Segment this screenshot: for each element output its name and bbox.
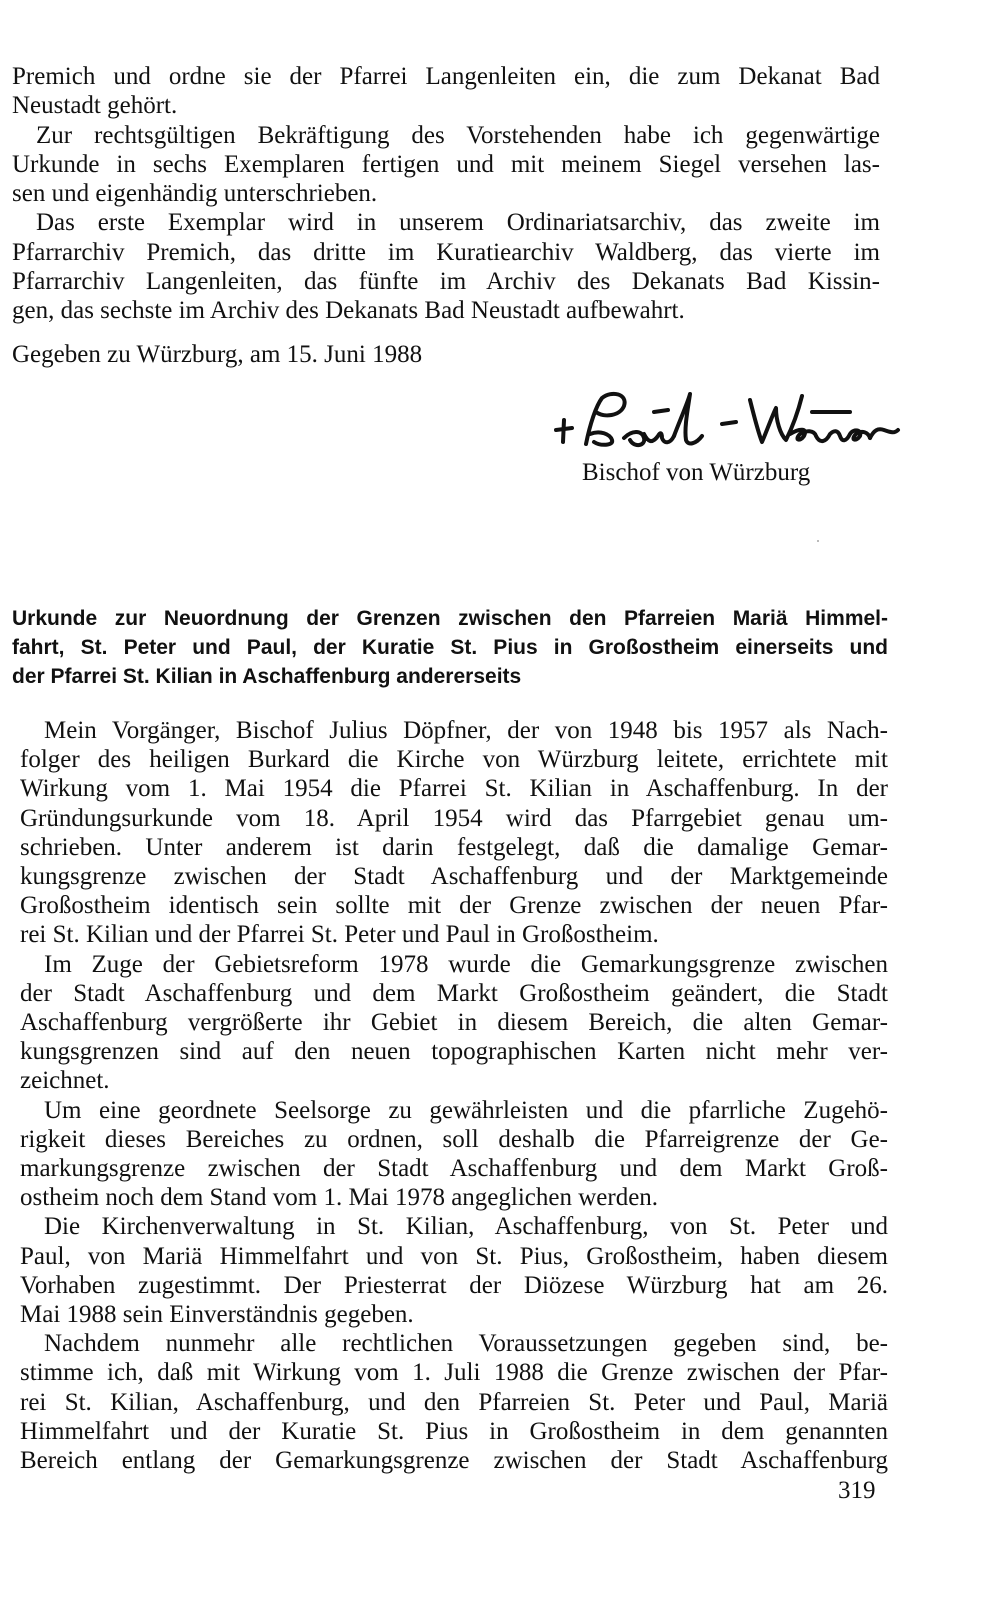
text-line: Im Zuge der Gebietsreform 1978 wurde die Gemarkungsgrenze zwischen xyxy=(44,950,888,978)
text-line: Neustadt gehört. xyxy=(12,92,178,120)
handwritten-signature xyxy=(550,372,910,472)
text-line: Vorhaben zugestimmt. Der Priesterrat der Diözese Würzburg hat am 26. xyxy=(20,1271,888,1299)
text-line: kungsgrenzen sind auf den neuen topographischen Karten nicht mehr ver- xyxy=(20,1038,888,1066)
page-number: 319 xyxy=(838,1477,876,1504)
signatory-title: Bischof von Würzburg xyxy=(582,459,811,486)
text-line: Premich und ordne sie der Pfarrei Langenleiten ein, die zum Dekanat Bad xyxy=(12,63,880,90)
text-line: rei St. Kilian und der Pfarrei St. Peter und Paul in Großostheim. xyxy=(20,921,659,949)
text-line: markungsgrenze zwischen der Stadt Aschaffenburg und dem Markt Groß- xyxy=(20,1155,888,1183)
signature-letter-stroke xyxy=(624,432,674,445)
text-line: gen, das sechste im Archiv des Dekanats Bad Neustadt aufbewahrt. xyxy=(12,297,685,325)
text-line: rigkeit dieses Bereiches zu ordnen, soll deshalb die Pfarreigrenze der Ge- xyxy=(20,1125,888,1153)
text-line: zeichnet. xyxy=(20,1067,110,1095)
text-line: Das erste Exemplar wird in unserem Ordinariatsarchiv, das zweite im xyxy=(36,209,880,237)
text-line: Zur rechtsgültigen Bekräftigung des Vorstehenden habe ich gegenwärtige xyxy=(36,121,880,149)
text-line: schrieben. Unter anderem ist darin festgelegt, daß die damalige Gemar- xyxy=(20,833,888,861)
text-line: Nachdem nunmehr alle rechtlichen Voraussetzungen gegeben sind, be- xyxy=(44,1330,888,1358)
text-line: Aschaffenburg vergrößerte ihr Gebiet in diesem Bereich, die alten Gemar- xyxy=(20,1009,888,1037)
date-line: Gegeben zu Würzburg, am 15. Juni 1988 xyxy=(12,341,423,368)
scan-speck xyxy=(817,540,819,542)
signature-letter-stroke xyxy=(590,432,612,444)
text-line: der Stadt Aschaffenburg und dem Markt Großostheim geändert, die Stadt xyxy=(20,979,888,1007)
text-line: Pfarrarchiv Premich, das dritte im Kuratiearchiv Waldberg, das vierte im xyxy=(12,238,880,266)
signature-cross-stroke xyxy=(563,420,564,442)
signature-letter-stroke xyxy=(654,410,668,412)
signature-letter-stroke xyxy=(750,396,802,442)
signature-letter-stroke xyxy=(586,394,625,444)
signature-letter-stroke xyxy=(674,394,702,443)
top-text-block xyxy=(12,62,880,326)
text-line: Um eine geordnete Seelsorge zu gewährleisten und die pfarrliche Zugehö- xyxy=(44,1096,888,1124)
text-line: Mein Vorgänger, Bischof Julius Döpfner, der von 1948 bis 1957 als Nach- xyxy=(44,717,888,744)
main-text-block xyxy=(20,716,888,1475)
text-line: Die Kirchenverwaltung in St. Kilian, Aschaffenburg, von St. Peter und xyxy=(44,1213,888,1241)
text-line: kungsgrenze zwischen der Stadt Aschaffenburg und der Marktgemeinde xyxy=(20,863,888,891)
text-line: Paul, von Mariä Himmelfahrt und von St. Pius, Großostheim, haben diesem xyxy=(20,1242,888,1270)
document-heading xyxy=(12,604,888,691)
text-line: rei St. Kilian, Aschaffenburg, und den Pfarreien St. Peter und Paul, Mariä xyxy=(20,1388,888,1416)
text-line: Mai 1988 sein Einverständnis gegeben. xyxy=(20,1301,414,1329)
text-line: ostheim noch dem Stand vom 1. Mai 1978 angeglichen werden. xyxy=(20,1184,659,1212)
text-line: Gründungsurkunde vom 18. April 1954 wird das Pfarrgebiet genau um- xyxy=(20,804,888,832)
text-line: Himmelfahrt und der Kuratie St. Pius in Großostheim in dem genannten xyxy=(20,1417,888,1445)
text-line: sen und eigenhändig unterschrieben. xyxy=(12,180,378,208)
text-line: Bereich entlang der Gemarkungsgrenze zwischen der Stadt Aschaffenburg xyxy=(20,1447,888,1475)
text-line: stimme ich, daß mit Wirkung vom 1. Juli 1988 die Grenze zwischen der Pfar- xyxy=(20,1359,888,1387)
text-line: folger des heiligen Burkard die Kirche von Würzburg leitete, errichtete mit xyxy=(20,746,888,774)
signature-letter-stroke xyxy=(790,430,870,441)
heading-line: der Pfarrei St. Kilian in Aschaffenburg andererseits xyxy=(12,665,522,688)
text-line: Wirkung vom 1. Mai 1954 die Pfarrei St. Kilian in Aschaffenburg. In der xyxy=(20,775,888,803)
text-line: Pfarrarchiv Langenleiten, das fünfte im Archiv des Dekanats Bad Kissin- xyxy=(12,268,880,296)
signature-dash-stroke xyxy=(722,422,736,424)
text-line: Großostheim identisch sein sollte mit der Grenze zwischen der neuen Pfar- xyxy=(20,892,888,920)
signature-letter-stroke xyxy=(870,429,898,438)
heading-line: Urkunde zur Neuordnung der Grenzen zwischen den Pfarreien Mariä Himmel- xyxy=(12,607,888,630)
text-line: Urkunde in sechs Exemplaren fertigen und mit meinem Siegel versehen las- xyxy=(12,150,880,178)
heading-line: fahrt, St. Peter und Paul, der Kuratie St. Pius in Großostheim einerseits und xyxy=(12,636,888,659)
